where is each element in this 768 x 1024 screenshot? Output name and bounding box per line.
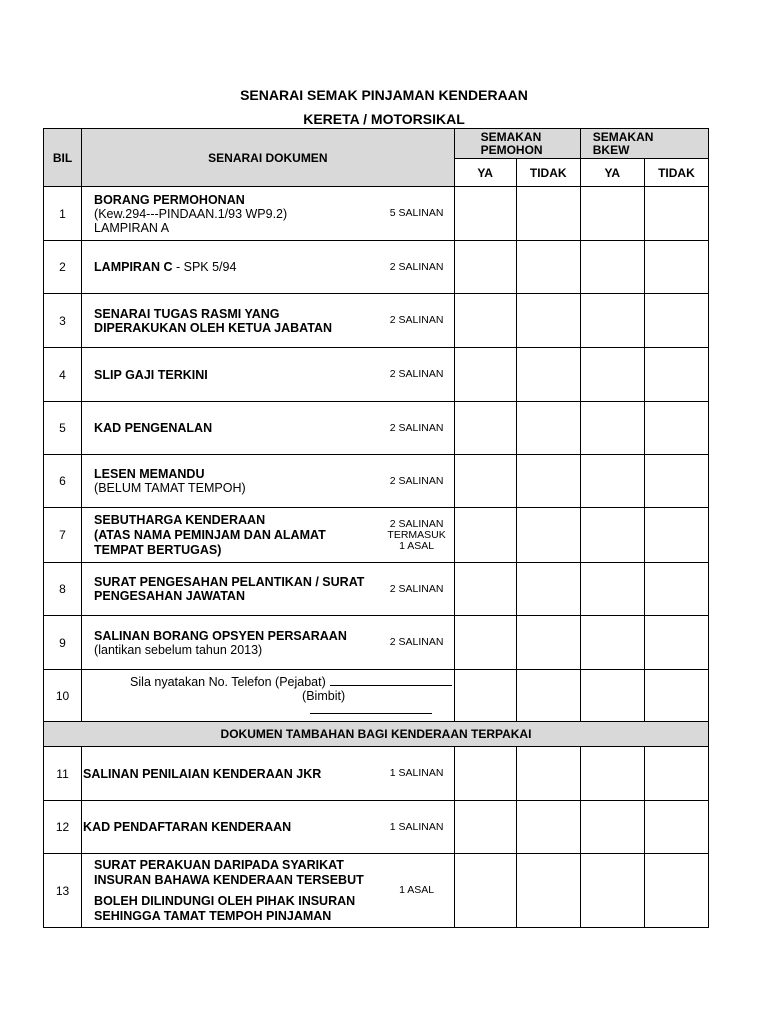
row-number: 12: [44, 801, 82, 854]
checkbox-pemohon-tidak[interactable]: [516, 616, 580, 670]
table-row: [44, 348, 709, 402]
header-bil: BIL: [44, 129, 82, 187]
document-cell: [82, 348, 455, 402]
checkbox-pemohon-tidak[interactable]: [516, 294, 580, 348]
copies-required: 1 SALINAN: [389, 767, 444, 779]
document-name: SEBUTHARGA KENDERAAN (ATAS NAMA PEMINJAM DAN ALAMAT TEMPAT BERTUGAS): [94, 512, 326, 557]
row-number: 13: [44, 854, 82, 928]
copies-required: 2 SALINAN: [389, 474, 444, 487]
checkbox-pemohon-ya[interactable]: [454, 508, 516, 563]
copies-required: 5 SALINAN: [389, 207, 444, 219]
page-title: SENARAI SEMAK PINJAMAN KENDERAAN: [240, 87, 528, 103]
checkbox-bkew-ya[interactable]: [580, 508, 644, 563]
checkbox-pemohon-ya[interactable]: [454, 187, 516, 241]
document-name: SALINAN BORANG OPSYEN PERSARAAN (lantikan sebelum tahun 2013): [94, 628, 347, 657]
document-name: LESEN MEMANDU (BELUM TAMAT TEMPOH): [94, 467, 246, 495]
row-number: 10: [44, 670, 82, 722]
checkbox-pemohon-ya[interactable]: [454, 747, 516, 801]
row-number: 11: [44, 747, 82, 801]
checkbox-bkew-tidak[interactable]: [644, 801, 708, 854]
document-cell: [82, 187, 455, 241]
table-row: [44, 187, 709, 241]
checkbox-bkew-ya[interactable]: [580, 747, 644, 801]
checkbox-pemohon-ya[interactable]: [454, 801, 516, 854]
phone-field: [82, 675, 454, 717]
document-cell: [82, 402, 455, 455]
copies-required: 2 SALINAN: [389, 582, 444, 595]
row-number: 4: [44, 348, 82, 402]
copies-required: 2 SALINAN: [389, 636, 444, 648]
checkbox-pemohon-tidak[interactable]: [516, 801, 580, 854]
document-name: SALINAN PENILAIAN KENDERAAN JKR: [83, 766, 322, 781]
table-row: [44, 747, 709, 801]
header-senarai-dokumen: SENARAI DOKUMEN: [82, 129, 455, 187]
row-number: 9: [44, 616, 82, 670]
checkbox-bkew-tidak[interactable]: [644, 616, 708, 670]
checkbox-bkew-tidak[interactable]: [644, 508, 708, 563]
checkbox-bkew-ya[interactable]: [580, 616, 644, 670]
checkbox-pemohon-ya[interactable]: [454, 854, 516, 928]
document-cell: [82, 508, 455, 563]
page-subtitle: KERETA / MOTORSIKAL: [303, 111, 465, 127]
checkbox-pemohon-tidak[interactable]: [516, 854, 580, 928]
checkbox-bkew-ya[interactable]: [580, 801, 644, 854]
checkbox-bkew-tidak[interactable]: [644, 854, 708, 928]
copies-required: 2 SALINAN: [389, 314, 444, 326]
header-bkew-tidak: TIDAK: [644, 159, 708, 187]
phone-mobile-blank[interactable]: [310, 703, 432, 714]
checkbox-bkew-tidak[interactable]: [644, 241, 708, 294]
document-name: KAD PENDAFTARAN KENDERAAN: [83, 820, 292, 834]
table-row: [44, 854, 709, 928]
header-semakan-pemohon: SEMAKAN PEMOHON: [454, 129, 580, 159]
row-number: 1: [44, 187, 82, 241]
document-name: KAD PENGENALAN: [94, 421, 213, 435]
checkbox-pemohon-tidak[interactable]: [516, 508, 580, 563]
copies-required: 2 SALINAN TERMASUK 1 ASAL: [387, 517, 446, 552]
checkbox-pemohon-tidak[interactable]: [516, 455, 580, 508]
row-number: 2: [44, 241, 82, 294]
table-row: [44, 616, 709, 670]
checkbox-bkew-ya[interactable]: [580, 670, 644, 722]
row-number: 7: [44, 508, 82, 563]
checkbox-bkew-tidak[interactable]: [644, 187, 708, 241]
document-cell: [82, 854, 455, 928]
header-bkew-ya: YA: [580, 159, 644, 187]
document-cell: [82, 801, 455, 854]
checkbox-pemohon-tidak[interactable]: [516, 187, 580, 241]
table-row: [44, 801, 709, 854]
checkbox-bkew-ya[interactable]: [580, 854, 644, 928]
table-row: [44, 563, 709, 616]
copies-required: 2 SALINAN: [389, 260, 444, 273]
checkbox-pemohon-tidak[interactable]: [516, 241, 580, 294]
checkbox-bkew-ya[interactable]: [580, 455, 644, 508]
checkbox-bkew-tidak[interactable]: [644, 348, 708, 402]
row-number: 3: [44, 294, 82, 348]
checkbox-pemohon-tidak[interactable]: [516, 747, 580, 801]
checkbox-pemohon-tidak[interactable]: [516, 670, 580, 722]
copies-required: 1 ASAL: [399, 884, 435, 896]
checkbox-bkew-tidak[interactable]: [644, 455, 708, 508]
document-name: BORANG PERMOHONAN (Kew.294---PINDAAN.1/93 WP9.2) LAMPIRAN A: [94, 192, 288, 235]
table-row: [44, 402, 709, 455]
header-semakan-bkew: SEMAKAN BKEW: [580, 129, 708, 159]
checkbox-bkew-ya[interactable]: [580, 402, 644, 455]
checkbox-bkew-ya[interactable]: [580, 294, 644, 348]
header-pemohon-ya: YA: [454, 159, 516, 187]
checkbox-bkew-tidak[interactable]: [644, 747, 708, 801]
row-number: 8: [44, 563, 82, 616]
document-cell: [82, 616, 455, 670]
checkbox-bkew-ya[interactable]: [580, 187, 644, 241]
table-row: [44, 241, 709, 294]
checkbox-pemohon-ya[interactable]: [454, 455, 516, 508]
checkbox-pemohon-ya[interactable]: [454, 348, 516, 402]
checkbox-pemohon-ya[interactable]: [454, 241, 516, 294]
checkbox-bkew-tidak[interactable]: [644, 294, 708, 348]
checkbox-pemohon-ya[interactable]: [454, 670, 516, 722]
copies-required: 2 SALINAN: [389, 368, 444, 380]
document-cell: [82, 670, 455, 722]
document-cell: [82, 455, 455, 508]
document-name: SLIP GAJI TERKINI: [94, 367, 208, 382]
checkbox-bkew-tidak[interactable]: [644, 563, 708, 616]
table-row: [44, 508, 709, 563]
checklist-table: [43, 128, 709, 928]
header-pemohon-tidak: TIDAK: [516, 159, 580, 187]
document-cell: [82, 294, 455, 348]
copies-required: 2 SALINAN: [389, 421, 444, 434]
checkbox-pemohon-ya[interactable]: [454, 294, 516, 348]
checkbox-pemohon-tidak[interactable]: [516, 402, 580, 455]
row-number: 5: [44, 402, 82, 455]
checkbox-bkew-ya[interactable]: [580, 563, 644, 616]
document-cell: [82, 747, 455, 801]
table-row: [44, 670, 709, 722]
section-heading-tambahan: DOKUMEN TAMBAHAN BAGI KENDERAAN TERPAKAI: [44, 722, 709, 747]
phone-office-blank[interactable]: [330, 675, 452, 686]
copies-required: 1 SALINAN: [389, 820, 444, 833]
checkbox-bkew-tidak[interactable]: [644, 670, 708, 722]
checkbox-pemohon-tidak[interactable]: [516, 563, 580, 616]
checkbox-bkew-ya[interactable]: [580, 241, 644, 294]
document-name: LAMPIRAN C - SPK 5/94: [94, 260, 237, 274]
row-number: 6: [44, 455, 82, 508]
table-row: [44, 294, 709, 348]
checkbox-bkew-tidak[interactable]: [644, 402, 708, 455]
phone-office-label: Sila nyatakan No. Telefon (Pejabat): [130, 674, 326, 689]
table-row: [44, 455, 709, 508]
document-name: SURAT PERAKUAN DARIPADA SYARIKAT INSURAN BAHAWA KENDERAAN TERSEBUT BOLEH DILINDUNGI OLEH PIHAK INSURAN SEHINGGA TAMAT TEMPOH PINJAMAN: [94, 857, 364, 923]
phone-mobile-label: (Bimbit): [302, 688, 346, 703]
document-name: SURAT PENGESAHAN PELANTIKAN / SURAT PENGESAHAN JAWATAN: [94, 575, 365, 603]
checkbox-pemohon-ya[interactable]: [454, 402, 516, 455]
document-cell: [82, 241, 455, 294]
checkbox-pemohon-tidak[interactable]: [516, 348, 580, 402]
checkbox-pemohon-ya[interactable]: [454, 563, 516, 616]
checkbox-pemohon-ya[interactable]: [454, 616, 516, 670]
checkbox-bkew-ya[interactable]: [580, 348, 644, 402]
document-cell: [82, 563, 455, 616]
document-name: SENARAI TUGAS RASMI YANG DIPERAKUKAN OLEH KETUA JABATAN: [94, 306, 333, 335]
